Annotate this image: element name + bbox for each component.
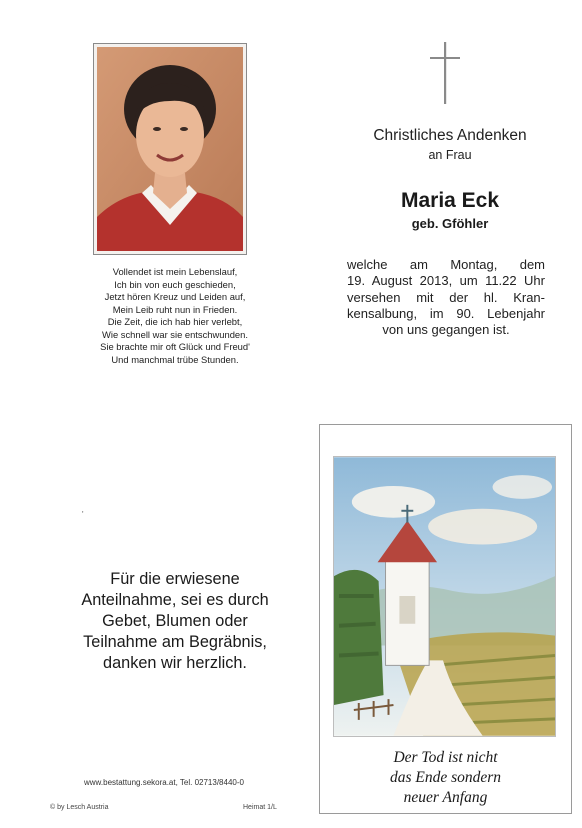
funeral-home-contact: www.bestattung.sekora.at, Tel. 02713/8440-0: [84, 778, 244, 787]
card-title: Christliches Andenken: [373, 127, 527, 144]
poem-line: Jetzt hören Kreuz und Leiden auf,: [104, 291, 246, 302]
cross-icon: [427, 40, 463, 106]
poem: [64, 266, 286, 366]
death-notice-line: von uns gegangen ist.: [382, 322, 510, 338]
poem-line: Sie brachte mir oft Glück und Freud': [100, 341, 250, 352]
thank-you-line: Für die erwiesene: [110, 570, 240, 588]
death-notice-line: welche am Montag, dem: [347, 257, 545, 272]
death-notice: [347, 257, 545, 338]
series-code: Heimat 1/L: [243, 804, 277, 811]
small-mark: ': [82, 510, 84, 519]
quote-line: Der Tod ist nicht: [393, 749, 498, 766]
death-notice-line: versehen mit der hl. Kran-: [347, 289, 545, 305]
deceased-name: Maria Eck: [400, 189, 500, 212]
poem-line: Die Zeit, die ich hab hier verlebt,: [107, 316, 243, 327]
quote-line: das Ende sondern: [389, 769, 502, 786]
portrait-photo: [97, 47, 243, 251]
death-notice-line: kensalbung, im 90. Lebenjahr: [347, 305, 545, 321]
copyright-note: © by Lesch Austria: [50, 804, 109, 811]
thank-you-text: [60, 569, 290, 674]
card-quote: [320, 748, 571, 808]
quote-line: neuer Anfang: [403, 789, 488, 806]
thank-you-line: Anteilnahme, sei es durch: [81, 591, 269, 609]
thank-you-line: Teilnahme am Begräbnis,: [83, 633, 267, 651]
poem-line: Und manchmal trübe Stunden.: [111, 353, 239, 365]
poem-line: Ich bin von euch geschieden,: [114, 278, 236, 290]
card-subtitle: an Frau: [428, 148, 472, 162]
poem-line: Mein Leib ruht nun in Frieden.: [112, 303, 238, 315]
poem-line: Wie schnell war sie entschwunden.: [102, 328, 248, 340]
poem-line: Vollendet ist mein Lebenslauf,: [112, 266, 238, 277]
watercolor-painting: [333, 456, 556, 737]
death-notice-line: 19. August 2013, um 11.22 Uhr: [347, 273, 545, 289]
thank-you-line: Gebet, Blumen oder: [102, 612, 248, 630]
maiden-name: geb. Gföhler: [411, 216, 489, 231]
thank-you-line: danken wir herzlich.: [103, 654, 247, 672]
